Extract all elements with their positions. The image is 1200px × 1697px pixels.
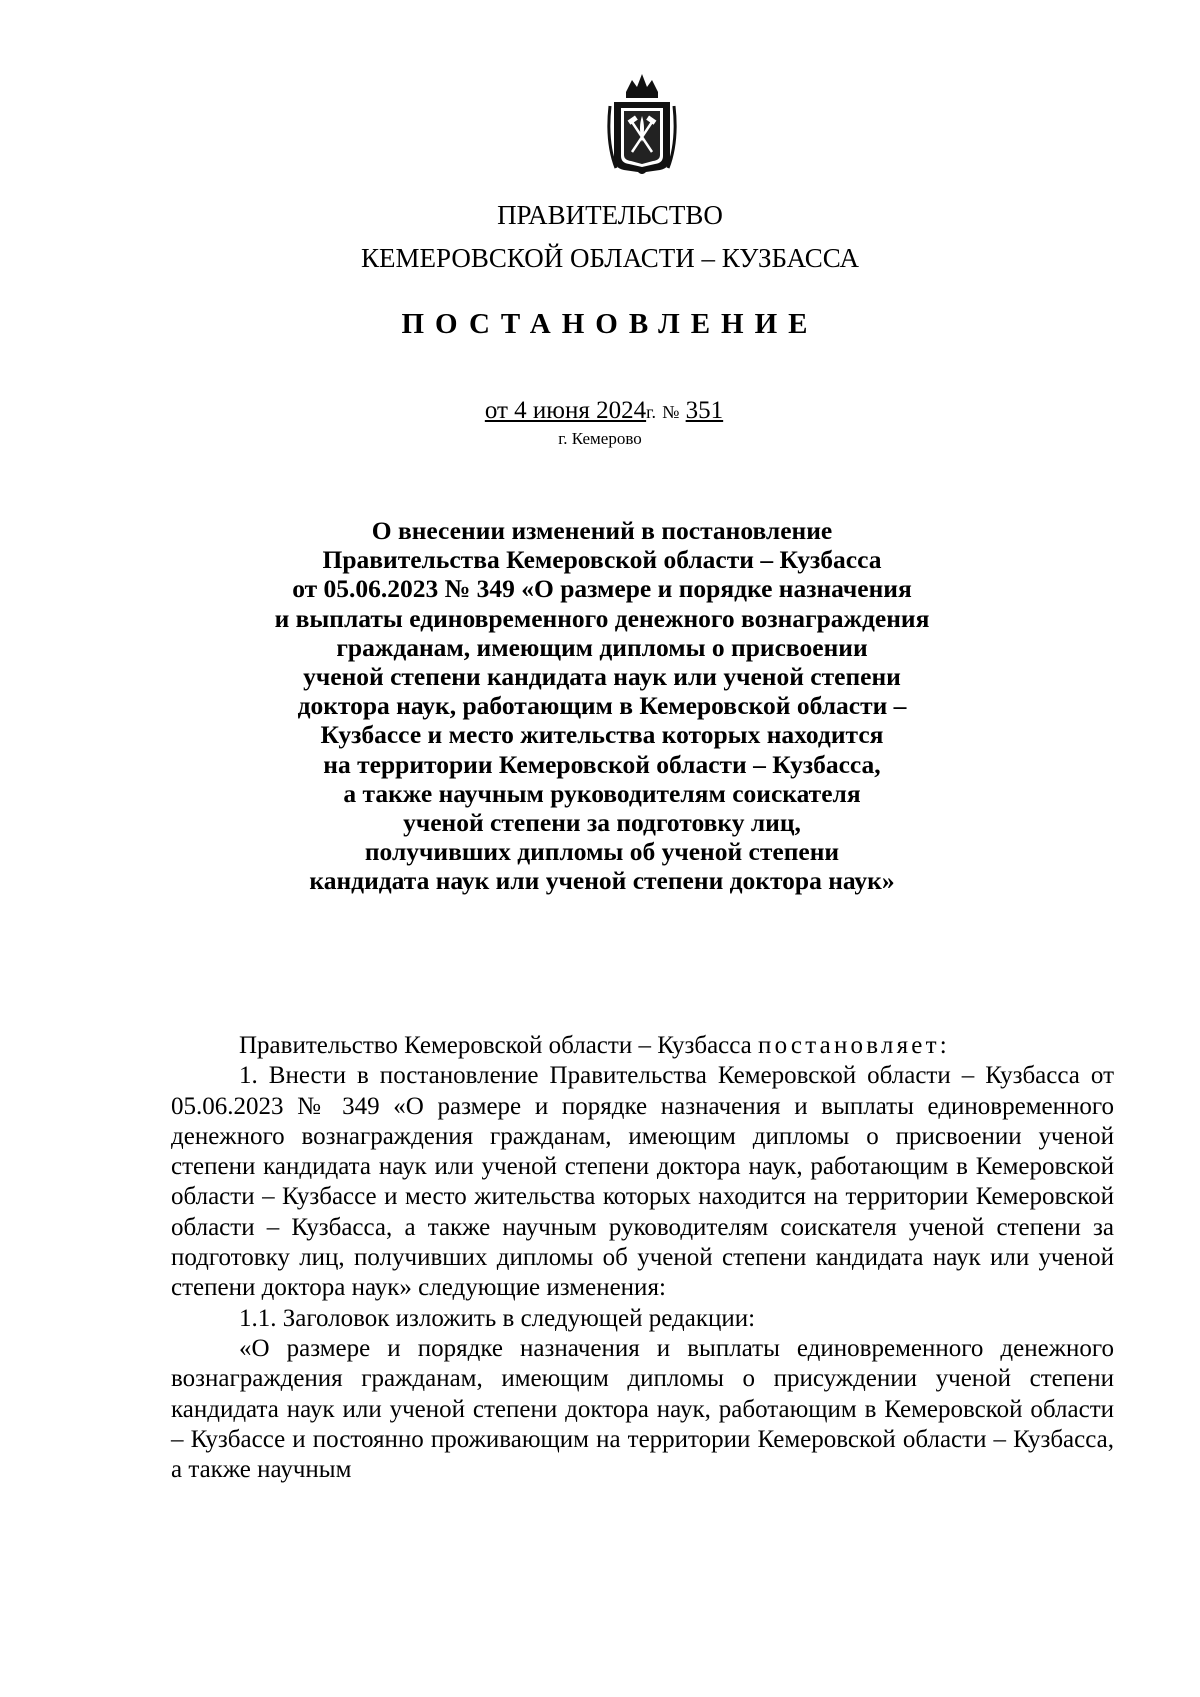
title-line: доктора наук, работающим в Кемеровской области – (297, 691, 907, 721)
title-line: Кузбассе и место жительства которых находится (320, 720, 884, 750)
item-1-1-paragraph: 1.1. Заголовок изложить в следующей редакции: (239, 1304, 756, 1332)
intro-prefix: Правительство Кемеровской области – Кузбасса (239, 1032, 759, 1059)
document-date: от 4 июня 2024 (484, 397, 647, 424)
title-line: ученой степени за подготовку лиц, (403, 808, 801, 838)
year-suffix: г. (646, 402, 656, 422)
organization-name-line2: КЕМЕРОВСКОЙ ОБЛАСТИ – КУЗБАССА (361, 243, 859, 273)
document-title (0, 516, 1200, 896)
title-line: от 05.06.2023 № 349 «О размере и порядке назначения (292, 574, 912, 604)
item-1-paragraph: 1. Внести в постановление Правительства Кемеровской области – Кузбасса от 05.06.2023 № 349 «О размере и порядке назначения и выплаты единовременного денежного вознаграждения гражданам, имеющим дипломы о присвоении ученой степени кандидата наук или ученой степени доктора наук, работающим в Кемеровской области – Кузбассе и место жительства которых находится на территории Кемеровской области – Кузбасса, а также научным руководителям соискателя ученой степени за подготовку лиц, получивших дипломы об ученой степени кандидата наук или ученой степени доктора наук» следующие изменения: (171, 1062, 1114, 1302)
intro-paragraph (171, 1031, 1114, 1061)
title-line: кандидата наук или ученой степени доктора наук» (309, 866, 895, 896)
title-line: а также научным руководителям соискателя (343, 778, 861, 808)
intro-verb: постановляет: (758, 1032, 950, 1059)
organization-name-line1: ПРАВИТЕЛЬСТВО (497, 200, 723, 230)
number-sign: № (662, 402, 680, 422)
quoted-title-paragraph: «О размере и порядке назначения и выплаты единовременного денежного вознаграждения гражданам, имеющим дипломы о присуждении ученой степени кандидата наук или ученой степени доктора наук, работающим в Кемеровской области – Кузбассе и постоянно проживающим на территории Кемеровской области – Кузбасса, а также научным (171, 1334, 1114, 1484)
title-line: О внесении изменений в постановление (371, 516, 833, 545)
title-line: получивших дипломы об ученой степени (364, 837, 840, 867)
title-line: ученой степени кандидата наук или ученой степени (303, 662, 901, 692)
title-line: и выплаты единовременного денежного вознаграждения (274, 603, 930, 633)
title-line: на территории Кемеровской области – Кузбасса, (323, 749, 881, 779)
title-line: гражданам, имеющим дипломы о присвоении (336, 632, 868, 662)
document-type-heading: ПОСТАНОВЛЕНИЕ (401, 308, 819, 340)
document-city: г. Кемерово (558, 429, 642, 448)
document-body (171, 1031, 1114, 1485)
coat-of-arms-icon (606, 72, 678, 178)
date-number-line (0, 397, 1200, 425)
document-number: 351 (685, 397, 724, 424)
title-line: Правительства Кемеровской области – Кузбасса (322, 545, 882, 575)
